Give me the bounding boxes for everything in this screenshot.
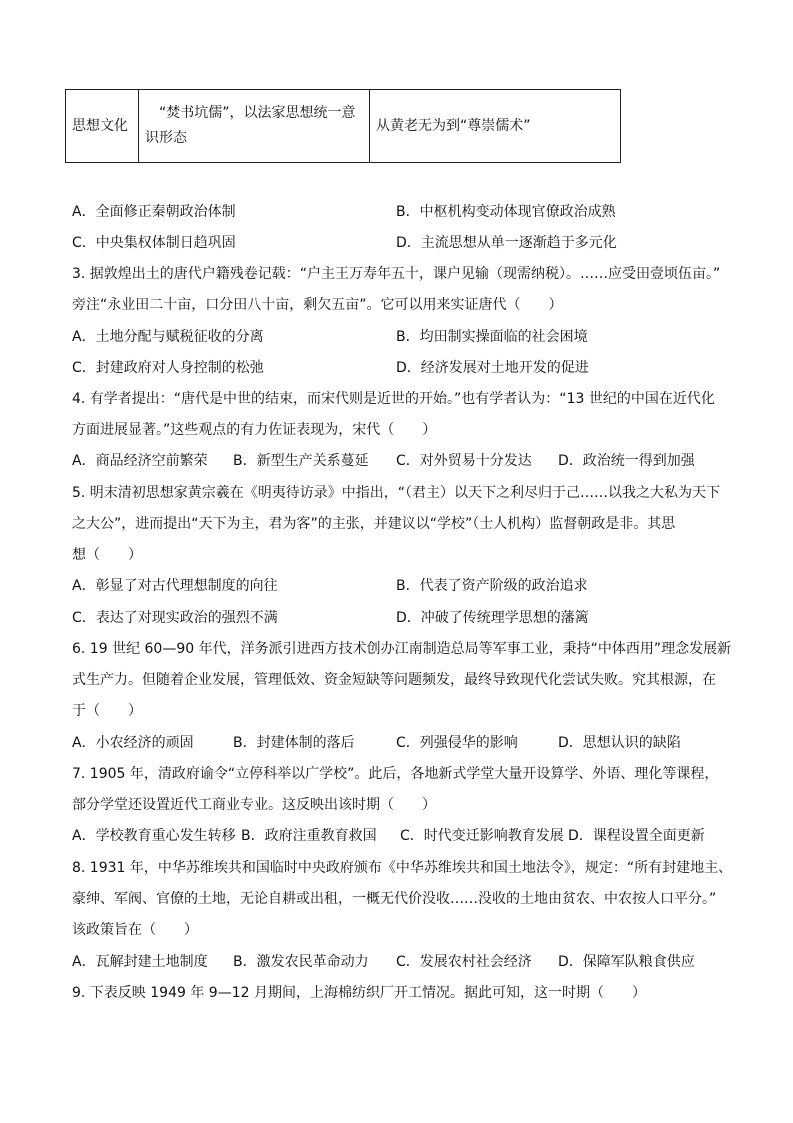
category-label: 思想文化 [72, 117, 128, 134]
qin-text-line1: “焚书坑儒”，以法家思想统一意 [159, 105, 356, 121]
q8-stem-line3: 该政策旨在（ ） [72, 922, 198, 938]
q6-option-d[interactable]: D．思想认识的缺陷 [558, 735, 681, 751]
q3-stem-line1: 3. 据敦煌出土的唐代户籍残卷记载：“户主王万寿年五十，课户见输（现需纳税）。……应受田壹顷伍亩。” [72, 266, 721, 282]
q5-stem-line3: 想（ ） [72, 547, 142, 563]
q7-option-b[interactable]: B．政府注重教育救国 [241, 828, 377, 844]
q8-stem-line1: 8. 1931 年，中华苏维埃共和国临时中央政府颁布《中华苏维埃共和国土地法令》，规定：“所有封建地主、 [72, 860, 733, 876]
q7-option-c[interactable]: C．时代变迁影响教育发展 [400, 828, 564, 844]
q2-option-a[interactable]: A．全面修正秦朝政治体制 [72, 204, 236, 220]
table-cell-han [370, 90, 621, 163]
table-row [66, 90, 621, 163]
table-cell-qin [139, 90, 370, 163]
table-cell-category [66, 90, 139, 163]
q3-stem-line2: 旁注“永业田二十亩，口分田八十亩，剩欠五亩”。它可以用来实证唐代（ ） [72, 297, 563, 313]
q8-option-c[interactable]: C．发展农村社会经济 [396, 954, 532, 970]
q3-option-c[interactable]: C．封建政府对人身控制的松弛 [72, 360, 264, 376]
q7-option-a[interactable]: A．学校教育重心发生转移 [72, 828, 236, 844]
q8-option-a[interactable]: A．瓦解封建土地制度 [72, 954, 208, 970]
han-text: 从黄老无为到“尊崇儒术” [376, 117, 531, 134]
q6-option-b[interactable]: B．封建体制的落后 [233, 735, 355, 751]
q8-stem-line2: 豪绅、军阀、官僚的土地，无论自耕或出租，一概无代价没收……没收的土地由贫农、中农按人口平分。” [72, 891, 717, 907]
q7-stem-line2: 部分学堂还设置近代工商业专业。这反映出该时期（ ） [72, 797, 436, 813]
q3-option-a[interactable]: A．土地分配与赋税征收的分离 [72, 329, 264, 345]
q6-stem-line3: 于（ ） [72, 703, 142, 719]
q5-stem-line1: 5. 明末清初思想家黄宗羲在《明夷待访录》中指出，“（君主）以天下之利尽归于己……以我之大私为天下 [72, 485, 721, 501]
q5-option-c[interactable]: C．表达了对现实政治的强烈不满 [72, 610, 278, 626]
comparison-table [65, 89, 621, 163]
q7-stem-line1: 7. 1905 年，清政府谕令“立停科举以广学校”。此后，各地新式学堂大量开设算学、外语、理化等课程， [72, 766, 719, 782]
qin-text-line2: 识形态 [145, 130, 187, 146]
q6-option-a[interactable]: A．小农经济的顽固 [72, 735, 194, 751]
q4-option-b[interactable]: B．新型生产关系蔓延 [233, 453, 369, 469]
q4-option-a[interactable]: A．商品经济空前繁荣 [72, 453, 208, 469]
q2-option-c[interactable]: C．中央集权体制日趋巩固 [72, 235, 236, 251]
q8-option-b[interactable]: B．激发农民革命动力 [233, 954, 369, 970]
q5-option-b[interactable]: B．代表了资产阶级的政治追求 [396, 578, 588, 594]
q4-option-d[interactable]: D．政治统一得到加强 [558, 453, 695, 469]
q4-option-c[interactable]: C．对外贸易十分发达 [396, 453, 532, 469]
q6-stem-line2: 式生产力。但随着企业发展，管理低效、资金短缺等问题频发，最终导致现代化尝试失败。究其根源，在 [72, 672, 716, 688]
q4-stem-line2: 方面进展显著。”这些观点的有力佐证表现为，宋代（ ） [72, 422, 437, 438]
q6-option-c[interactable]: C．列强侵华的影响 [396, 735, 518, 751]
q2-option-d[interactable]: D．主流思想从单一逐渐趋于多元化 [396, 235, 617, 251]
q4-stem-line1: 4. 有学者提出：“唐代是中世的结束，而宋代则是近世的开始。”也有学者认为：“13 世纪的中国在近代化 [72, 391, 715, 407]
q5-option-a[interactable]: A．彰显了对古代理想制度的向往 [72, 578, 278, 594]
q2-option-b[interactable]: B．中枢机构变动体现官僚政治成熟 [396, 204, 616, 220]
q7-option-d[interactable]: D．课程设置全面更新 [568, 828, 705, 844]
q5-stem-line2: 之大公”，进而提出“天下为主，君为客”的主张，并建议以“学校”（士人机构）监督朝政是非。其思 [72, 516, 676, 532]
q8-option-d[interactable]: D．保障军队粮食供应 [558, 954, 695, 970]
q5-option-d[interactable]: D．冲破了传统理学思想的藩篱 [396, 610, 589, 626]
q3-option-b[interactable]: B．均田制实操面临的社会困境 [396, 329, 588, 345]
q9-stem-line1: 9. 下表反映 1949 年 9—12 月期间，上海棉纺织厂开工情况。据此可知，这一时期（ ） [72, 985, 646, 1001]
q3-option-d[interactable]: D．经济发展对土地开发的促进 [396, 360, 589, 376]
q6-stem-line1: 6. 19 世纪 60—90 年代，洋务派引进西方技术创办江南制造总局等军事工业，秉持“中体西用”理念发展新 [72, 641, 732, 657]
